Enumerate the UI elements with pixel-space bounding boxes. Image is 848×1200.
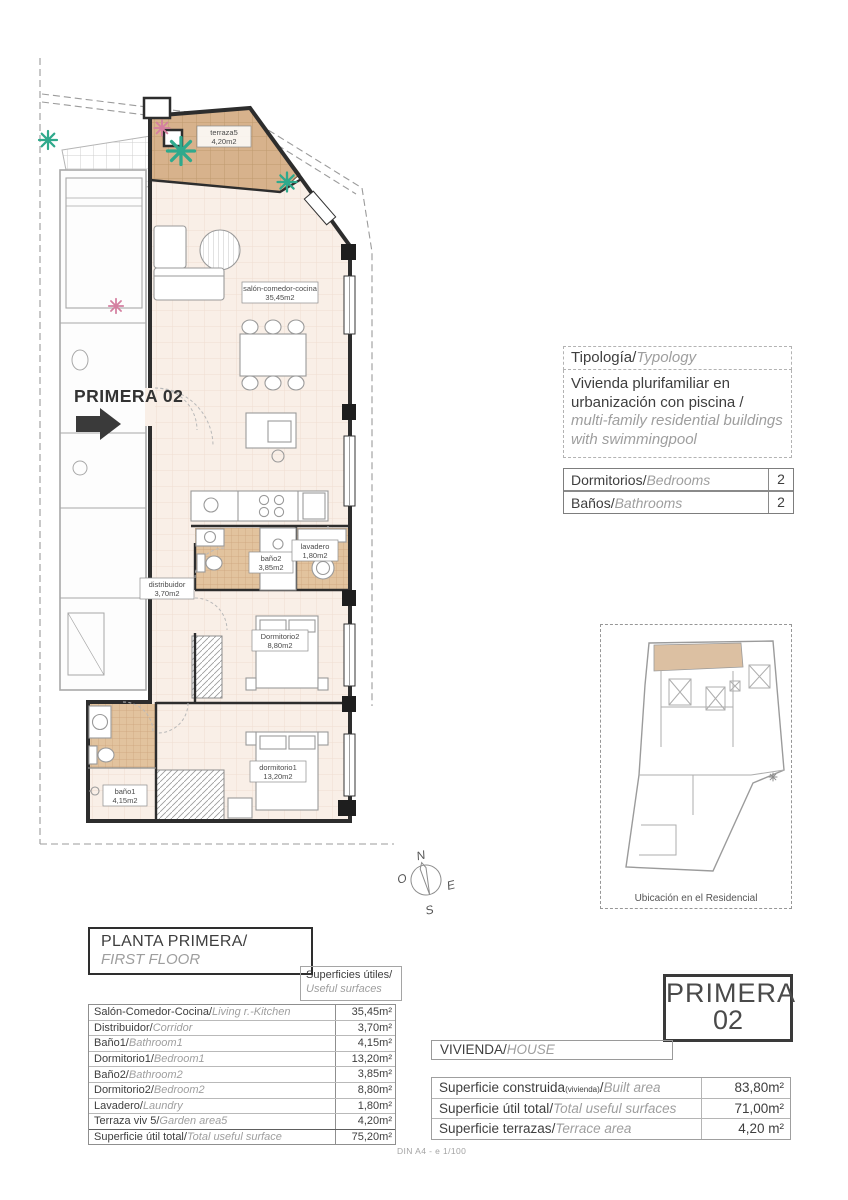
bathrooms-label-es: Baños/ — [571, 494, 615, 511]
row-value: 4,15m² — [335, 1036, 395, 1051]
wardrobe-bedroom1 — [156, 770, 224, 821]
row-label-sub: (vivienda) — [565, 1085, 600, 1095]
row-label-en: Garden area5 — [159, 1115, 228, 1128]
typology-box — [563, 346, 792, 458]
table-row — [564, 490, 793, 513]
svg-text:8,80m2: 8,80m2 — [267, 641, 293, 650]
row-label-es: Dormitorio2/ — [94, 1084, 154, 1097]
row-value: 83,80m² — [701, 1078, 790, 1098]
svg-text:baño1: baño1 — [114, 787, 136, 796]
row-label-en: Bathroom2 — [128, 1068, 183, 1081]
room-label-salon — [242, 282, 318, 303]
unit-number: 02 — [712, 1005, 744, 1036]
table-row — [432, 1078, 790, 1098]
vivienda-es: VIVIENDA/ — [440, 1042, 507, 1057]
typology-header-es: Tipología/ — [571, 349, 637, 366]
useful-surfaces-en: Useful surfaces — [306, 982, 382, 995]
useful-surfaces-header — [300, 966, 402, 1001]
row-label-en: Total useful surfaces — [553, 1100, 677, 1116]
bedrooms-count: 2 — [768, 469, 793, 490]
rooms-count-table — [563, 468, 794, 514]
typology-body-es: Vivienda plurifamiliar en urbanización con piscina / — [571, 375, 744, 411]
vivienda-en: HOUSE — [506, 1042, 555, 1057]
wardrobe-bedroom2 — [192, 636, 222, 698]
typology-body-en: multi-family residential buildings with swimmingpool — [571, 412, 783, 448]
svg-text:3,85m2: 3,85m2 — [258, 563, 284, 572]
typology-body — [563, 370, 792, 458]
room-label-distribuidor — [140, 578, 194, 599]
row-value: 8,80m² — [335, 1083, 395, 1098]
bedrooms-label-en: Bedrooms — [646, 471, 711, 488]
unit-location-highlight — [654, 643, 743, 671]
useful-surfaces-table — [88, 1004, 396, 1145]
room-label-bano2 — [249, 552, 293, 573]
floor-plan-drawing — [28, 38, 488, 928]
compass-e: E — [445, 877, 457, 893]
typology-header-en: Typology — [636, 349, 697, 366]
room-label-lavadero — [292, 540, 338, 561]
fridge — [303, 493, 325, 519]
row-value: 3,85m² — [335, 1067, 395, 1082]
svg-text:13,20m2: 13,20m2 — [263, 772, 293, 781]
row-label-sep: / — [599, 1080, 604, 1096]
svg-text:terraza5: terraza5 — [210, 128, 238, 137]
row-label-es: Distribuidor/ — [94, 1021, 153, 1034]
row-label-es: Dormitorio1/ — [94, 1053, 154, 1066]
table-row — [89, 1035, 395, 1051]
row-value: 3,70m² — [335, 1021, 395, 1036]
row-label-es: Superficie terrazas — [439, 1121, 552, 1137]
site-plan-mini-map — [601, 625, 789, 883]
room-label-bano1 — [103, 785, 147, 806]
compass-s: S — [423, 902, 435, 918]
table-row — [89, 1082, 395, 1098]
row-label-en: Terrace area — [555, 1121, 632, 1137]
row-label-en: Living r.-Kitchen — [212, 1006, 291, 1019]
row-label-en: Bedroom1 — [153, 1053, 205, 1066]
row-label-es: Salón-Comedor-Cocina/ — [94, 1006, 212, 1019]
compass-rose — [391, 842, 462, 922]
svg-text:baño2: baño2 — [260, 554, 282, 563]
bathrooms-count: 2 — [768, 492, 793, 513]
row-value: 4,20 m² — [701, 1119, 790, 1139]
row-label-en: Laundry — [142, 1099, 183, 1112]
row-label-en: Bathroom1 — [128, 1037, 183, 1050]
row-label-en: Bedroom2 — [153, 1084, 205, 1097]
svg-text:salón-comedor-cocina: salón-comedor-cocina — [243, 284, 317, 293]
scale-note: DIN A4 - e 1/100 — [397, 1146, 467, 1156]
row-value: 1,80m² — [335, 1099, 395, 1114]
table-row-total — [89, 1129, 395, 1145]
row-label-es: Lavadero/ — [94, 1099, 143, 1112]
location-map — [600, 624, 792, 909]
table-row — [89, 1098, 395, 1114]
svg-text:1,80m2: 1,80m2 — [302, 551, 328, 560]
bathrooms-label-en: Bathrooms — [614, 494, 683, 511]
row-label-es: Baño1/ — [94, 1037, 129, 1050]
row-value: 71,00m² — [701, 1099, 790, 1119]
unit-number-box — [663, 974, 797, 1042]
useful-surfaces-es: Superficies útiles/ — [306, 969, 393, 981]
svg-text:4,15m2: 4,15m2 — [112, 796, 138, 805]
room-label-dormitorio2 — [252, 630, 308, 651]
row-value: 13,20m² — [335, 1052, 395, 1067]
row-value: 35,45m² — [335, 1005, 395, 1020]
table-row — [89, 1005, 395, 1020]
row-label-es: Terraza viv 5/ — [94, 1115, 160, 1128]
row-label-sep: / — [551, 1121, 556, 1137]
floor-title-es: PLANTA PRIMERA/ — [101, 933, 248, 950]
compass-o: O — [395, 870, 409, 887]
row-label-en: Built area — [603, 1080, 661, 1096]
row-value: 4,20m² — [335, 1114, 395, 1129]
floor-title-en: FIRST FLOOR — [101, 951, 201, 968]
row-label-en: Total useful surface — [186, 1131, 282, 1144]
map-caption: Ubicación en el Residencial — [634, 893, 758, 904]
table-row — [89, 1113, 395, 1129]
row-label-sep: / — [549, 1100, 554, 1116]
dining-table — [240, 334, 306, 376]
bedrooms-label-es: Dormitorios/ — [571, 471, 647, 488]
svg-text:lavadero: lavadero — [300, 542, 330, 551]
svg-text:Dormitorio2: Dormitorio2 — [260, 632, 300, 641]
room-label-terraza — [197, 126, 251, 147]
table-row — [89, 1051, 395, 1067]
svg-text:35,45m2: 35,45m2 — [265, 293, 295, 302]
table-row — [89, 1020, 395, 1036]
svg-text:4,20m2: 4,20m2 — [211, 137, 237, 146]
armchair — [154, 226, 186, 268]
row-value: 75,20m² — [335, 1130, 395, 1145]
table-row — [432, 1098, 790, 1119]
table-row — [432, 1118, 790, 1139]
room-label-dormitorio1 — [250, 761, 306, 782]
unit-entry-label: PRIMERA 02 — [74, 386, 184, 406]
floor-title-box — [88, 927, 313, 975]
built-areas-table — [431, 1077, 791, 1140]
table-row — [89, 1066, 395, 1082]
typology-header — [563, 346, 792, 370]
row-label-es: Superficie construida — [439, 1080, 566, 1096]
sofa — [154, 268, 224, 300]
table-row — [564, 469, 793, 490]
compass-n: N — [415, 847, 427, 864]
row-label-en: Corridor — [152, 1021, 193, 1034]
row-label-es: Superficie útil total/ — [94, 1131, 187, 1144]
svg-text:3,70m2: 3,70m2 — [154, 589, 180, 598]
bedroom2-furniture — [246, 616, 328, 690]
vivienda-header-bar — [431, 1040, 673, 1060]
round-rug — [200, 230, 240, 270]
kitchen-counter — [191, 491, 328, 521]
row-label-es: Baño2/ — [94, 1068, 129, 1081]
svg-text:dormitorio1: dormitorio1 — [259, 763, 297, 772]
unit-name: PRIMERA — [666, 978, 797, 1008]
svg-text:distribuidor: distribuidor — [148, 580, 186, 589]
row-label-es: Superficie útil total — [439, 1100, 550, 1116]
